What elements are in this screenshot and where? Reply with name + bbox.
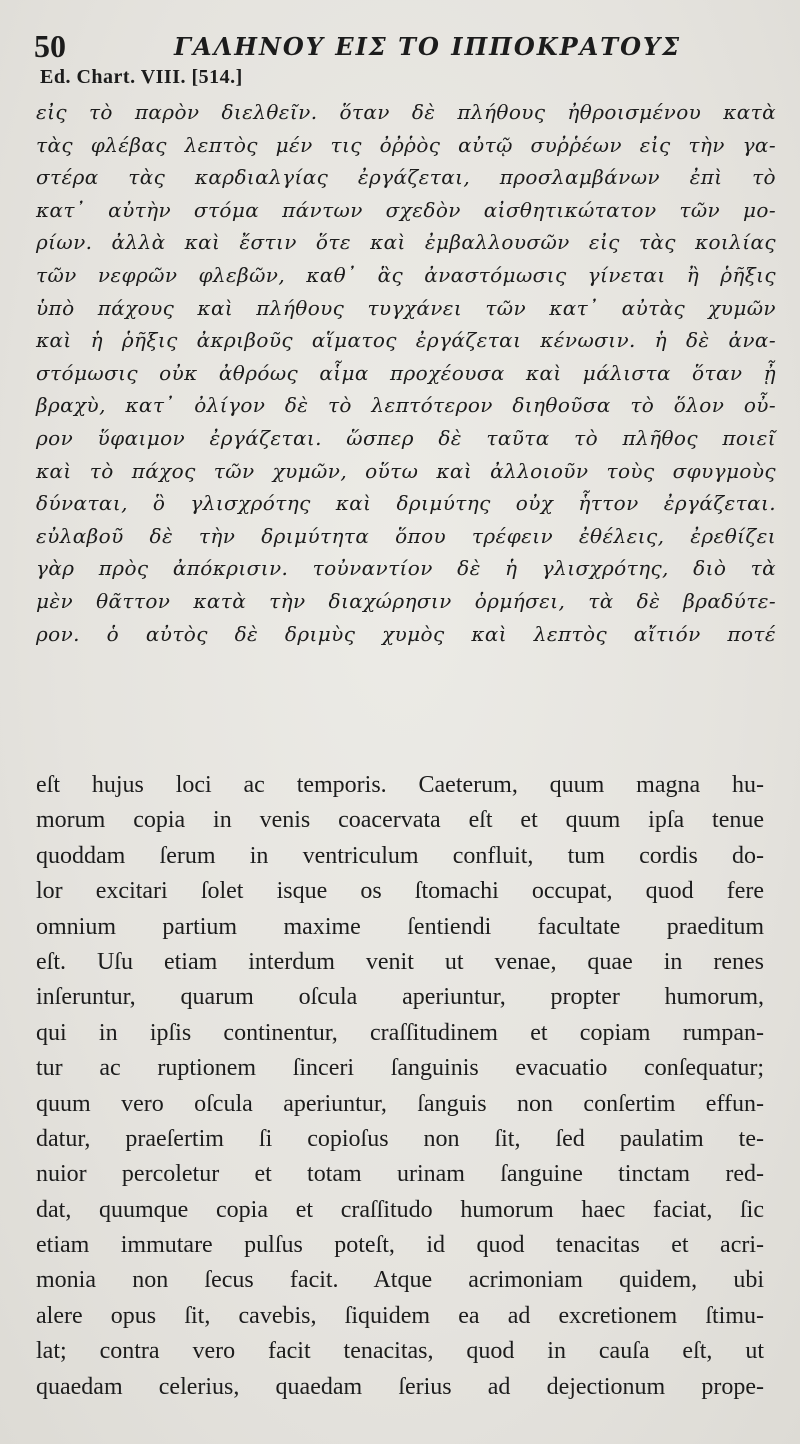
latin-line: qui in ipſis continentur, craſſitudinem et copiam rumpan- <box>36 1019 764 1046</box>
latin-line: quoddam ſerum in ventriculum confluit, tum cordis do- <box>36 842 764 869</box>
greek-line: στέρα τὰς καρδιαλγίας ἐργάζεται, προσλαμβάνων ἐπὶ τὸ <box>36 165 776 190</box>
running-title: ΓΑΛΗΝΟΥ ΕΙΣ ΤΟ ΙΠΠΟΚΡΑΤΟΥΣ <box>174 32 682 61</box>
latin-line: morum copia in venis coacervata eſt et quum ipſa tenue <box>36 807 764 834</box>
page-header <box>34 28 774 68</box>
latin-line: dat, quumque copia et craſſitudo humorum haec faciat, ſic <box>36 1196 764 1223</box>
greek-line: τὰς φλέβας λεπτὸς μέν τις ὀῤῥὸς αὐτῷ συῤῥέων εἰς τὴν γα- <box>36 132 776 157</box>
greek-line: εὐλαβοῦ δὲ τὴν δριμύτητα ὅπου τρέφειν ἐθέλεις, ἐρεθίζει <box>36 523 776 548</box>
latin-line: eſt. Uſu etiam interdum venit ut venae, quae in renes <box>36 948 764 975</box>
latin-line: datur, praeſertim ſi copioſus non ſit, ſed paulatim te- <box>36 1125 764 1152</box>
latin-line: eſt hujus loci ac temporis. Caeterum, quum magna hu- <box>36 772 764 798</box>
latin-line: alere opus ſit, cavebis, ſiquidem ea ad excretionem ſtimu- <box>36 1302 764 1329</box>
greek-line: κατ᾽ αὐτὴν στόμα πάντων σχεδὸν αἰσθητικώτατον τῶν μο- <box>36 197 776 222</box>
latin-line: lor excitari ſolet isque os ſtomachi occupat, quod fere <box>36 878 764 905</box>
edition-reference: Ed. Chart. VIII. [514.] <box>40 66 243 88</box>
latin-line: omnium partium maxime ſentiendi facultate praeditum <box>36 913 764 940</box>
page-number: 50 <box>34 28 66 64</box>
greek-line: ὑπὸ πάχους καὶ πλήθους τυγχάνει τῶν κατ᾽ αὐτὰς χυμῶν <box>36 295 776 320</box>
greek-line: γὰρ πρὸς ἀπόκρισιν. τοὐναντίον δὲ ἡ γλισχρότης, διὸ τὰ <box>36 556 776 581</box>
latin-line: inſeruntur, quarum oſcula aperiuntur, propter humorum, <box>36 984 764 1011</box>
greek-text-block <box>36 96 776 650</box>
latin-line: tur ac ruptionem ſinceri ſanguinis evacuatio conſequatur; <box>36 1055 764 1082</box>
greek-line: ρίων. ἀλλὰ καὶ ἔστιν ὅτε καὶ ἐμβαλλουσῶν εἰς τὰς κοιλίας <box>36 230 776 255</box>
latin-line: quaedam celerius, quaedam ſerius ad dejectionum prope- <box>36 1373 764 1400</box>
greek-line: τῶν νεφρῶν φλεβῶν, καθ᾽ ἃς ἀναστόμωσις γίνεται ἢ ῥῆξις <box>36 262 776 287</box>
greek-line: καὶ τὸ πάχος τῶν χυμῶν, οὕτω καὶ ἀλλοιοῦν τοὺς σφυγμοὺς <box>36 458 776 483</box>
greek-line: μὲν θᾶττον κατὰ τὴν διαχώρησιν ὁρμήσει, τὰ δὲ βραδύτε- <box>36 588 776 613</box>
latin-line: monia non ſecus facit. Atque acrimoniam quidem, ubi <box>36 1267 764 1294</box>
greek-line: καὶ ἡ ῥῆξις ἀκριβοῦς αἵματος ἐργάζεται κένωσιν. ἡ δὲ ἀνα- <box>36 328 776 353</box>
latin-line: nuior percoletur et totam urinam ſanguine tinctam red- <box>36 1161 764 1188</box>
latin-line: quum vero oſcula aperiuntur, ſanguis non conſertim effun- <box>36 1090 764 1117</box>
latin-line: lat; contra vero facit tenacitas, quod in cauſa eſt, ut <box>36 1338 764 1365</box>
greek-line: ρον ὕφαιμον ἐργάζεται. ὥσπερ δὲ ταῦτα τὸ πλῆθος ποιεῖ <box>36 425 776 450</box>
latin-text-block <box>36 768 764 1405</box>
greek-line: στόμωσις οὐκ ἀθρόως αἷμα προχέουσα καὶ μάλιστα ὅταν ᾖ <box>36 360 776 385</box>
greek-line: ρον. ὁ αὐτὸς δὲ δριμὺς χυμὸς καὶ λεπτὸς αἴτιόν ποτέ <box>36 621 776 646</box>
greek-line: δύναται, ὃ γλισχρότης καὶ δριμύτης οὐχ ἧττον ἐργάζεται. <box>36 491 776 516</box>
greek-line: βραχὺ, κατ᾽ ὀλίγον δὲ τὸ λεπτότερον διηθοῦσα τὸ ὅλον οὖ- <box>36 393 776 418</box>
latin-line: etiam immutare pulſus poteſt, id quod tenacitas et acri- <box>36 1232 764 1259</box>
greek-line: εἰς τὸ παρὸν διελθεῖν. ὅταν δὲ πλήθους ἠθροισμένου κατὰ <box>36 100 776 124</box>
